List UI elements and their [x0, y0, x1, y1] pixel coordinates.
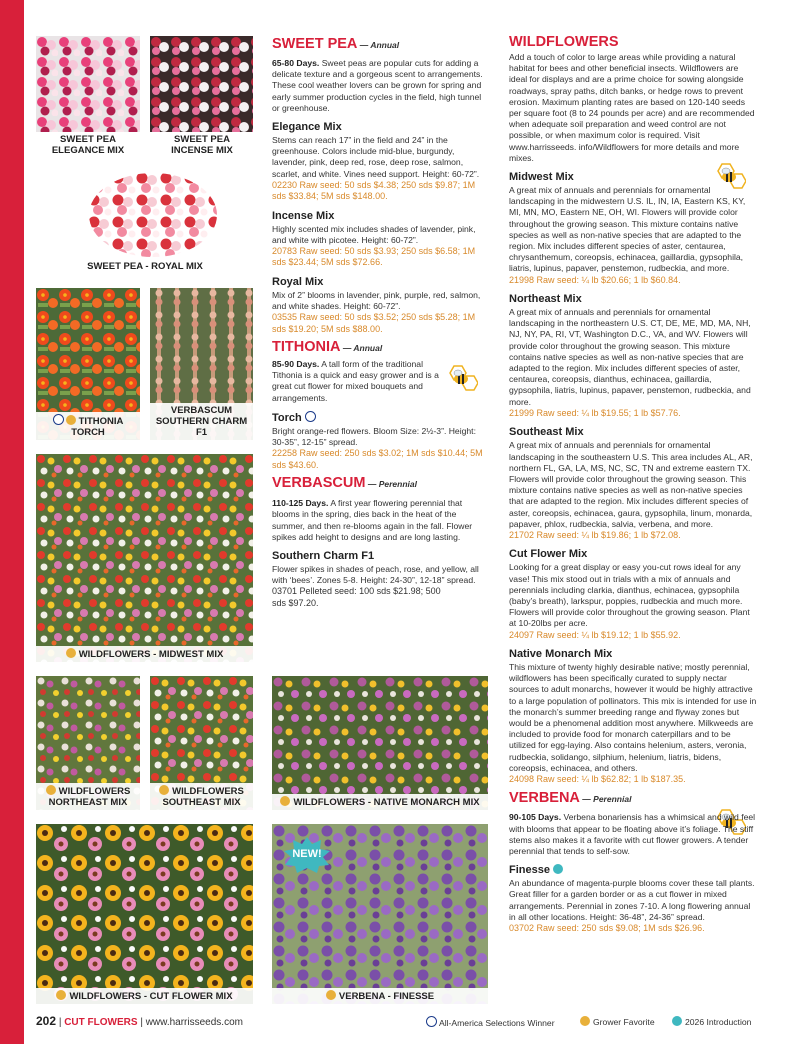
variety-northeast-mix: Northeast Mix [509, 293, 582, 306]
royal-price: 03535 Raw seed: 50 sds $3.52; 250 sds $5.28; 1M sds $19.20; 5M sds $88.00. [272, 312, 476, 334]
midwest-price: 21998 Raw seed: ¼ lb $20.66; 1 lb $60.84. [509, 274, 681, 285]
photo-wildflowers-northeast [36, 676, 140, 810]
grower-favorite-icon [580, 1016, 590, 1026]
new-introduction-icon [672, 1016, 682, 1026]
incense-price: 20783 Raw seed: 50 sds $3.93; 250 sds $6.58; 1M sds $23.44; 5M sds $72.66. [272, 246, 476, 268]
southern-charm-description: Flower spikes in shades of peach, rose, and yellow, all with ‘bees’. Zones 5-8. Height: 24-30”, 12-18” spread. [272, 563, 479, 586]
southeast-price: 21702 Raw seed: ¼ lb $19.86; 1 lb $72.08. [509, 529, 681, 540]
cut-flower-description: Looking for a great display or easy you-cut rows ideal for any vase! This mix stood out in trials with a mix of annuals and perennials including clarkia, dianthus, echinacea, gypsophila (baby’s breath), larkspur, poppies, rudbeckia and much more. Flowers will provide color throughout the growing season. Plant at 10-20lbs per acre. [509, 562, 750, 629]
royal-description: Mix of 2” blooms in lavender, pink, purple, red, salmon, and white shades. Height: 60-72”. [272, 289, 481, 312]
verbascum-intro: 110-125 Days. A first year flowering perennial that blooms in the spring, dies back in the heat of the summer, and then re-blooms again in the fall. Flower spikes add height to designs and are long lasting. [272, 498, 473, 542]
variety-cut-flower-mix: Cut Flower Mix [509, 548, 588, 561]
grower-favorite-icon [326, 990, 336, 1000]
caption-sweet-pea-elegance: SWEET PEA ELEGANCE MIX [51, 134, 125, 156]
grower-favorite-icon [56, 990, 66, 1000]
legend-aas: All-America Selections Winner [426, 1016, 555, 1028]
middle-column [272, 36, 490, 609]
native-monarch-price: 24098 Raw seed: ¼ lb $62.82; 1 lb $187.35. [509, 773, 686, 784]
caption-wildflowers-southeast: WILDFLOWERS SOUTHEAST MIX [150, 783, 253, 810]
northeast-description: A great mix of annuals and perennials for ornamental landscaping in the northeastern U.S. CT, DE, ME, MD, MA, NH, NJ, NY, PA, RI, VT, Washington D.C., VA, and WV. Flowers will provide color throughout the growing season. This mixture contains native species as well as non-native species that are adapted to the region. Mix includes different species of aster, centaurea, coreopsis, dianthus, echinacea, gaillardia, gypsophila, liatris, lupinus, papaver, penstemon, rudbeckia, and more. [509, 307, 751, 407]
grower-favorite-icon [66, 415, 76, 425]
midwest-description: A great mix of annuals and perennials for ornamental landscaping in the midwestern U.S. IL, IN, IA, Eastern KS, KY, MI, MN, MO, Eastern NE, OH, WI. Flowers will provide color throughout the growing season. This mixture contains native species as well as non-native species that are adapted to the region. Mix includes different species of aster, centaurea, chrysanthemum, coreopsis, echinacea, gaillardia, gypsophila, liatris, lupinus, papaver, penstemon, rudbeckia, and more. [509, 185, 746, 274]
bee-icon [444, 364, 478, 394]
caption-sweet-pea-incense: SWEET PEA INCENSE MIX [171, 134, 233, 156]
finesse-description: An abundance of magenta-purple blooms cover these tall plants. Great filler for a garden border or as a cut flower in mixed arrangements. Perennial in zones 7-10. A long flowering annual in all other locations. Height: 36-48”, 24-36” spread. [509, 878, 755, 922]
elegance-price: 02230 Raw seed: 50 sds $4.38; 250 sds $9.87; 1M sds $33.84; 5M sds $148.00. [272, 179, 476, 202]
photo-sweet-pea-elegance [36, 36, 140, 132]
new-badge-label: NEW! [292, 848, 322, 860]
photo-wildflowers-midwest [36, 454, 253, 662]
incense-description: Highly scented mix includes shades of lavender, pink, and white with picotee. Height: 60-72”. [272, 223, 476, 245]
southern-charm-price: 03701 Pelleted seed: 100 sds $21.98; 500 sds $97.20. [272, 586, 441, 608]
wildflowers-heading: WILDFLOWERS [509, 34, 619, 50]
caption-tithonia-torch: TITHONIA TORCH [36, 412, 140, 440]
caption-wildflowers-native-monarch: WILDFLOWERS - NATIVE MONARCH MIX [272, 794, 488, 810]
finesse-price: 03702 Raw seed: 250 sds $9.08; 1M sds $26.96. [509, 923, 705, 934]
torch-description: Bright orange-red flowers. Bloom Size: 2½-3”. Height: 30-35”, 12-15” spread. [272, 425, 476, 448]
verbascum-heading: VERBASCUM — Perennial [272, 475, 417, 492]
torch-price: 22258 Raw seed: 250 sds $3.02; 1M sds $10.44; 5M sds $43.60. [272, 448, 483, 470]
new-badge [282, 836, 332, 874]
tithonia-intro: 85-90 Days. A tall form of the traditional Tithonia is a quick and easy grower and is a great cut flower for mixed bouquets and arrangements. [272, 359, 439, 403]
grower-favorite-icon [46, 785, 56, 795]
grower-favorite-icon [159, 785, 169, 795]
aas-winner-icon [305, 411, 316, 422]
right-column [509, 34, 757, 934]
elegance-description: Stems can reach 17” in the field and 24” in the greenhouse. Colors include mid-blue, burgundy, lavender, pink, deep red, rose, deep rose, salmon, scarlet, and white. Vines need support. Height: 60-72”. [272, 135, 480, 179]
sweet-pea-heading: SWEET PEA — Annual [272, 36, 400, 52]
aas-winner-icon [426, 1016, 437, 1027]
tithonia-heading: TITHONIA — Annual [272, 339, 383, 356]
variety-native-monarch-mix: Native Monarch Mix [509, 647, 613, 660]
variety-finesse: Finesse [509, 864, 757, 877]
photo-wildflowers-native-monarch [272, 676, 488, 810]
grower-favorite-icon [280, 796, 290, 806]
legend-grower-favorite: Grower Favorite [580, 1016, 655, 1027]
photo-tithonia-torch [36, 288, 140, 440]
photo-wildflowers-cut-flower [36, 824, 253, 1004]
caption-wildflowers-northeast: WILDFLOWERS NORTHEAST MIX [36, 783, 140, 810]
caption-wildflowers-midwest: WILDFLOWERS - MIDWEST MIX [36, 646, 253, 662]
photo-wildflowers-southeast [150, 676, 253, 810]
aas-winner-icon [53, 414, 64, 425]
native-monarch-description: This mixture of twenty highly desirable native; mostly perennial, wildflowers has been specifically curated to supply nectar sources to adult monarchs, however it would be highly attractive to a large population of pollinators. This mix is intended for use in the monarch’s summer breeding range and flyway zones but would be a phenomenal addition most anywhere. Milkweeds are included to provide food for monarch caterpillars and to be utilized for egg-laying. Also contains helenium, asters, veronia, rudbeckia, solidango, silphium, helenium, liatris, bidens, coreopsis, echinacea, and others. [509, 661, 757, 773]
variety-southern-charm: Southern Charm F1 [272, 549, 375, 562]
verbena-heading: VERBENA — Perennial [509, 790, 632, 807]
page-edge-bar [0, 0, 24, 1044]
photo-verbascum-southern-charm [150, 288, 253, 440]
photo-sweet-pea-royal [88, 172, 218, 258]
variety-midwest-mix: Midwest Mix [509, 171, 574, 184]
variety-elegance-mix: Elegance Mix [272, 121, 342, 134]
page-number: 202 [36, 1014, 57, 1028]
section-name: CUT FLOWERS [64, 1017, 138, 1028]
new-introduction-icon [553, 864, 563, 874]
variety-southeast-mix: Southeast Mix [509, 426, 584, 439]
variety-royal-mix: Royal Mix [272, 275, 324, 288]
website-link[interactable]: www.harrisseeds.com [145, 1017, 243, 1028]
wildflowers-intro: Add a touch of color to large areas while providing a natural habitat for bees and other beneficial insects. Wildflowers are ideal for displays and are a prime choice for sowing alongside roadways, spray paths, ditch banks, or hedge rows to prevent erosion. Maximum planting rates are based on 120-140 seeds per square foot (8 to 24 pounds per acre) and are recommended when adequate soil preparation and weed control are not possible, or when maximum color is required. Visit www.harrisseeds. info/Wildflowers for more details and more mixes. [509, 52, 755, 163]
grower-favorite-icon [66, 648, 76, 658]
caption-sweet-pea-royal: SWEET PEA - ROYAL MIX [87, 261, 203, 272]
variety-incense-mix: Incense Mix [272, 209, 335, 222]
cut-flower-price: 24097 Raw seed: ¼ lb $19.12; 1 lb $55.92. [509, 629, 681, 640]
northeast-price: 21999 Raw seed: ¼ lb $19.55; 1 lb $57.76. [509, 407, 681, 418]
verbena-intro: 90-105 Days. Verbena bonariensis has a whimsical and wild feel with blooms that appear to be floating above it’s foliage. The stiff stems also makes it a favorite with cut flower growers. A tender perennial that tends to self-sow. [509, 812, 756, 856]
caption-verbascum: VERBASCUM SOUTHERN CHARM F1 [150, 403, 253, 440]
southeast-description: A great mix of annuals and perennials for ornamental landscaping in the southeastern U.S. This area includes AL, AR, northern FL, GA, LA, MS, NC, SC, TN and extreme eastern TX. Flowers will provide color throughout the growing season. This mixture contains native species as well as non-native species that are adapted to the region. Mix includes different species of aster, coreopsis, echinacea, gaura, gypsophila, linum, monarda, papaver, phlox, rudbeckia, salvia, verbena, and more. [509, 440, 753, 529]
sweet-pea-intro: 65-80 Days. Sweet peas are popular cuts for adding a delicate texture and a gorgeous scent to arrangements. These cool weather lovers can be grown for spring and early summer production cycles in the field, high tunnel or greenhouse. [272, 58, 483, 113]
photo-sweet-pea-incense [150, 36, 253, 132]
footer: 202 | CUT FLOWERS | www.harrisseeds.com [36, 1014, 243, 1028]
caption-wildflowers-cut-flower: WILDFLOWERS - CUT FLOWER MIX [36, 988, 253, 1004]
variety-torch: Torch [272, 411, 490, 425]
caption-verbena-finesse: VERBENA - FINESSE [272, 988, 488, 1004]
legend-new-introduction: 2026 Introduction [672, 1016, 751, 1027]
